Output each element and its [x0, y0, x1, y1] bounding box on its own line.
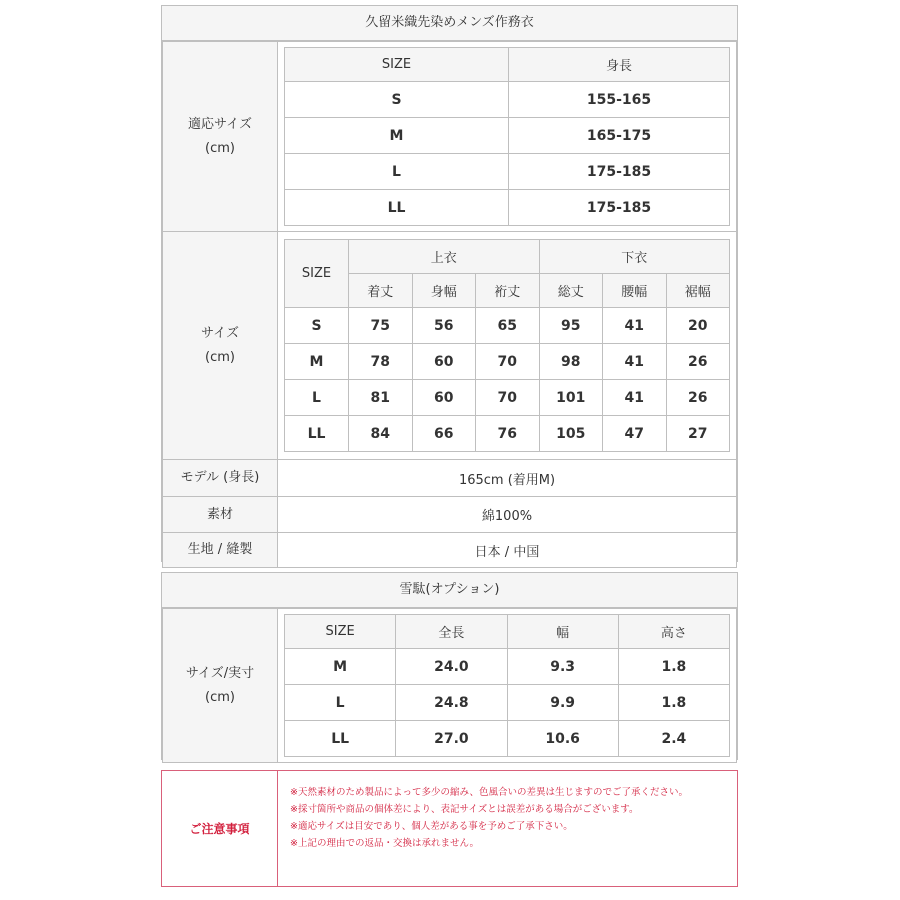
- measurement-value: 41: [603, 308, 667, 344]
- size-cell-value: M: [285, 649, 396, 685]
- table-row: [285, 344, 730, 380]
- measurement-value: 1.8: [618, 685, 729, 721]
- size-label-unit: (cm): [205, 349, 235, 365]
- measurement-header: 裾幅: [666, 274, 730, 308]
- measurement-value: 1.8: [618, 649, 729, 685]
- setta-size-label-unit: (cm): [205, 689, 235, 705]
- notice-box: [161, 770, 738, 887]
- measurement-value: 105: [539, 416, 603, 452]
- size-cell-value: L: [285, 380, 349, 416]
- setta-title: 雪駄(オプション): [162, 573, 737, 608]
- measurement-value: 27.0: [396, 721, 507, 757]
- measurement-value: 75: [349, 308, 413, 344]
- height-range-value: 155-165: [509, 82, 730, 118]
- measurement-value: 84: [349, 416, 413, 452]
- top-garment-header: 上衣: [349, 240, 540, 274]
- measurement-value: 41: [603, 380, 667, 416]
- material-label: 素材: [163, 497, 278, 533]
- measurement-value: 27: [666, 416, 730, 452]
- notice-line: ※天然素材のため製品によって多少の縮み、色風合いの差異は生じますのでご了承ください。: [290, 787, 689, 798]
- height-range-value: 175-185: [509, 190, 730, 226]
- measurement-value: 81: [349, 380, 413, 416]
- measurement-header: 着丈: [349, 274, 413, 308]
- column-header: SIZE: [285, 48, 509, 82]
- fit-size-cell: [278, 42, 737, 232]
- measurement-value: 26: [666, 380, 730, 416]
- setta-size-label-line1: サイズ/実寸: [185, 665, 255, 681]
- measurement-value: 76: [476, 416, 540, 452]
- size-cell-value: LL: [285, 416, 349, 452]
- table-row: [285, 308, 730, 344]
- measurement-value: 41: [603, 344, 667, 380]
- product-title: 久留米織先染めメンズ作務衣: [162, 6, 737, 41]
- measurement-value: 20: [666, 308, 730, 344]
- measurement-value: 70: [476, 380, 540, 416]
- table-row: [285, 82, 730, 118]
- fit-size-label-unit: (cm): [205, 140, 235, 156]
- column-header: 身長: [509, 48, 730, 82]
- fit-size-label: [163, 42, 278, 232]
- measurement-value: 60: [412, 344, 476, 380]
- size-cell-value: LL: [285, 721, 396, 757]
- fit-header-row: [285, 48, 730, 82]
- size-cell-value: M: [285, 118, 509, 154]
- notice-line: ※適応サイズは目安であり、個人差がある事を予めご了承下さい。: [290, 821, 573, 832]
- measurement-value: 9.9: [507, 685, 618, 721]
- size-table: [284, 239, 730, 452]
- measurement-header: 腰幅: [603, 274, 667, 308]
- measurement-value: 65: [476, 308, 540, 344]
- table-row: [285, 649, 730, 685]
- sizing-table-main: [161, 5, 738, 562]
- measurement-value: 9.3: [507, 649, 618, 685]
- model-height-label: モデル (身長): [163, 460, 278, 497]
- measurement-value: 95: [539, 308, 603, 344]
- table-row: [285, 118, 730, 154]
- measurement-value: 47: [603, 416, 667, 452]
- setta-size-table: [284, 614, 730, 757]
- measurement-value: 26: [666, 344, 730, 380]
- column-header: SIZE: [285, 615, 396, 649]
- table-row: [285, 154, 730, 190]
- measurement-header: 身幅: [412, 274, 476, 308]
- measurement-value: 101: [539, 380, 603, 416]
- fit-size-label-line1: 適応サイズ: [188, 116, 252, 132]
- table-row: [285, 190, 730, 226]
- material-value: 綿100%: [278, 497, 737, 533]
- origin-label: 生地 / 縫製: [163, 533, 278, 568]
- setta-size-label: [163, 609, 278, 763]
- measurement-value: 70: [476, 344, 540, 380]
- origin-value: 日本 / 中国: [278, 533, 737, 568]
- notice-label: ご注意事項: [162, 771, 278, 886]
- size-label: [163, 232, 278, 460]
- size-cell: [278, 232, 737, 460]
- measurement-header: 総丈: [539, 274, 603, 308]
- measurement-value: 24.0: [396, 649, 507, 685]
- size-cell-value: L: [285, 154, 509, 190]
- size-cell-value: S: [285, 82, 509, 118]
- measurement-header: 裄丈: [476, 274, 540, 308]
- fit-size-table: [284, 47, 730, 226]
- model-height-value: 165cm (着用M): [278, 460, 737, 497]
- measurement-value: 98: [539, 344, 603, 380]
- measurement-value: 66: [412, 416, 476, 452]
- size-cell-value: S: [285, 308, 349, 344]
- notice-body: [278, 771, 737, 886]
- size-header: SIZE: [285, 240, 349, 308]
- setta-size-cell: [278, 609, 737, 763]
- column-header: 幅: [507, 615, 618, 649]
- size-cell-value: LL: [285, 190, 509, 226]
- size-label-line1: サイズ: [201, 325, 239, 341]
- size-cell-value: M: [285, 344, 349, 380]
- main-table: [162, 41, 737, 568]
- height-range-value: 165-175: [509, 118, 730, 154]
- size-subheader-row: [285, 274, 730, 308]
- height-range-value: 175-185: [509, 154, 730, 190]
- setta-header-row: [285, 615, 730, 649]
- setta-main-table: [162, 608, 737, 763]
- table-row: [285, 380, 730, 416]
- measurement-value: 78: [349, 344, 413, 380]
- table-row: [285, 721, 730, 757]
- measurement-value: 10.6: [507, 721, 618, 757]
- column-header: 全長: [396, 615, 507, 649]
- column-header: 高さ: [618, 615, 729, 649]
- table-row: [285, 416, 730, 452]
- measurement-value: 2.4: [618, 721, 729, 757]
- table-row: [285, 685, 730, 721]
- setta-table: [161, 572, 738, 760]
- notice-line: ※採寸箇所や商品の個体差により、表記サイズとは誤差がある場合がございます。: [290, 804, 639, 815]
- notice-line: ※上記の理由での返品・交換は承れません。: [290, 838, 480, 849]
- measurement-value: 24.8: [396, 685, 507, 721]
- measurement-value: 56: [412, 308, 476, 344]
- size-cell-value: L: [285, 685, 396, 721]
- bottom-garment-header: 下衣: [539, 240, 730, 274]
- measurement-value: 60: [412, 380, 476, 416]
